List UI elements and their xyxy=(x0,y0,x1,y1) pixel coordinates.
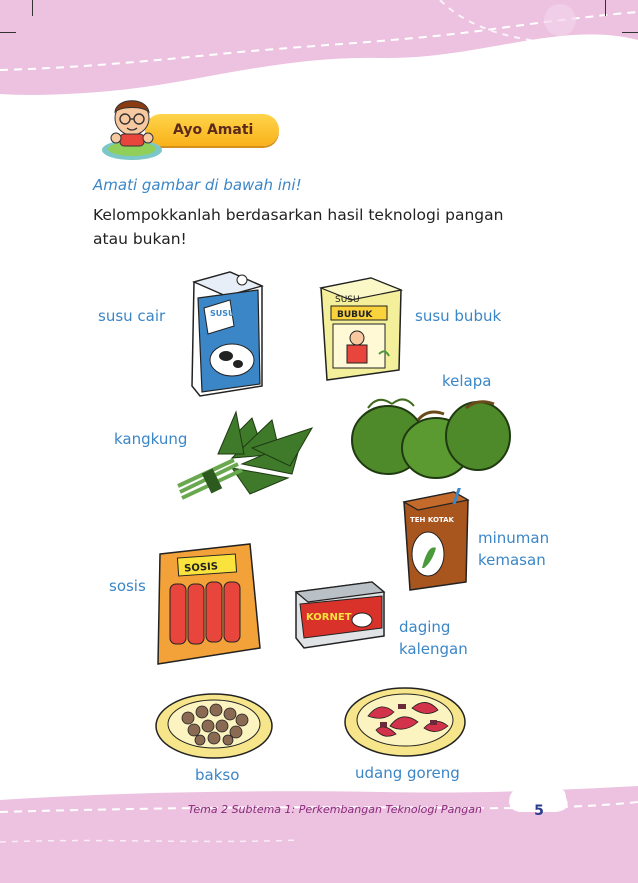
label-kalengan: kalengan xyxy=(399,640,468,658)
label-daging: daging xyxy=(399,618,451,636)
powdered-milk-top-text: SUSU xyxy=(335,295,360,305)
canned-meat-text: KORNET xyxy=(306,612,352,623)
milk-carton-text: SUSU UHT xyxy=(210,309,256,318)
header-band xyxy=(0,0,638,110)
coconut-image xyxy=(348,390,518,482)
crop-mark xyxy=(32,0,33,16)
section-badge-label: Ayo Amati xyxy=(173,122,254,138)
water-spinach-image xyxy=(172,408,322,504)
powdered-milk-box-image xyxy=(315,272,407,384)
label-kangkung: kangkung xyxy=(114,430,188,448)
page-number: 5 xyxy=(534,803,544,819)
label-sosis: sosis xyxy=(109,577,146,595)
label-bakso: bakso xyxy=(195,766,240,784)
instruction-observe: Amati gambar di bawah ini! xyxy=(93,176,302,194)
crop-mark xyxy=(622,32,638,33)
milk-carton-image xyxy=(182,268,272,400)
crop-mark xyxy=(0,32,16,33)
label-kemasan: kemasan xyxy=(478,551,546,569)
label-minuman: minuman xyxy=(478,529,550,547)
fried-shrimp-plate-image xyxy=(340,682,470,760)
boy-mascot-icon xyxy=(100,92,170,164)
label-susu-bubuk: susu bubuk xyxy=(415,307,502,325)
label-udang-goreng: udang goreng xyxy=(355,764,460,782)
canned-meat-image xyxy=(288,574,392,658)
sausage-pack-text: SOSIS xyxy=(183,561,219,575)
instruction-group: Kelompokkanlah berdasarkan hasil teknologi pangan atau bukan! xyxy=(93,206,504,248)
packaged-drink-image xyxy=(398,488,474,594)
label-kelapa: kelapa xyxy=(442,372,492,390)
sausage-pack-image xyxy=(150,540,272,670)
meatball-plate-image xyxy=(152,688,276,762)
powdered-milk-label-text: BUBUK xyxy=(337,310,373,320)
label-susu-cair: susu cair xyxy=(98,307,166,325)
packaged-drink-text: TEH KOTAK xyxy=(410,516,454,524)
crop-mark xyxy=(605,0,606,16)
footer-caption: Tema 2 Subtema 1: Perkembangan Teknologi Pangan xyxy=(188,803,482,816)
